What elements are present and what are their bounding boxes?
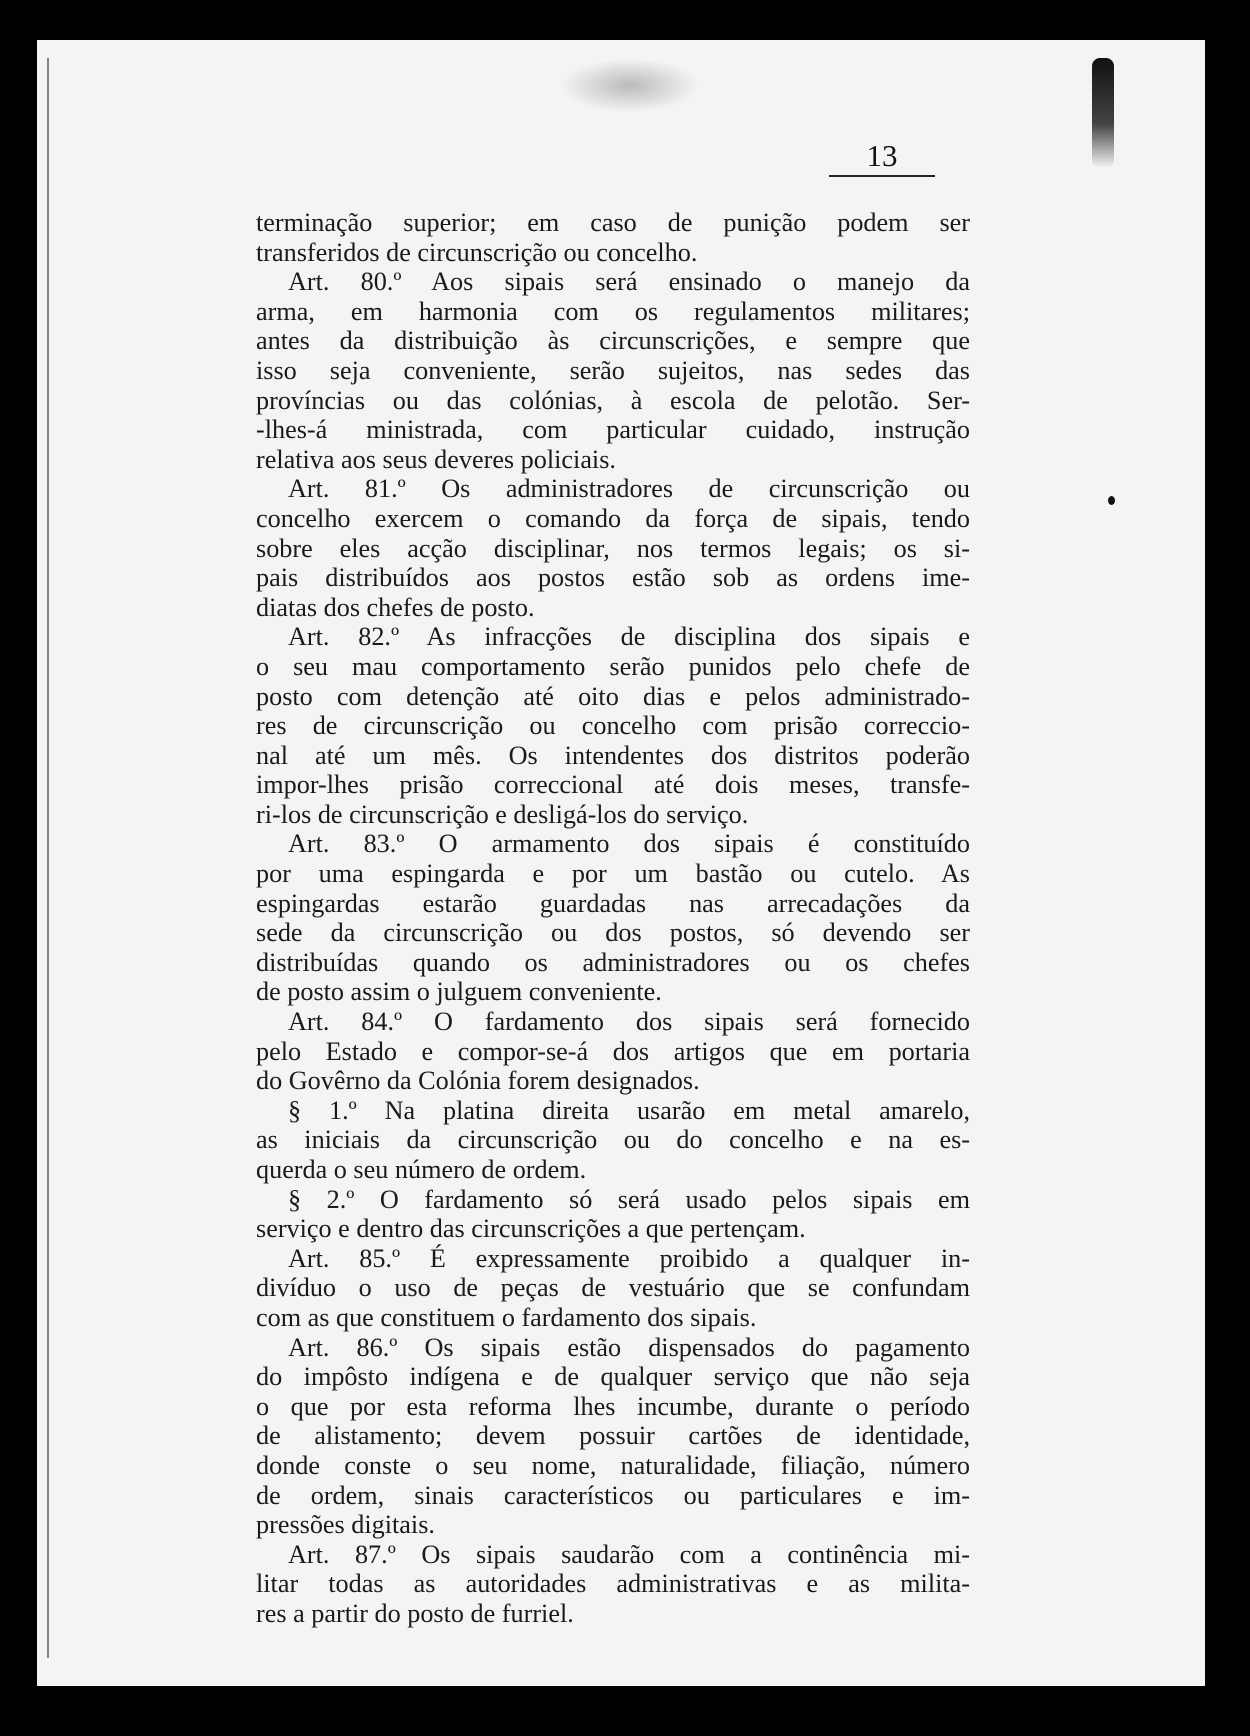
text-line: pelo Estado e compor-se-á dos artigos que em portaria	[256, 1036, 970, 1066]
text-line: do impôsto indígena e de qualquer serviço que não seja	[256, 1362, 970, 1392]
text-line: sobre eles acção disciplinar, nos termos legais; os si-	[256, 533, 970, 563]
text-line: de posto assim o julguem conveniente.	[256, 977, 662, 1007]
text-line: transferidos de circunscrição ou concelho.	[256, 237, 698, 267]
text-line: espingardas estarão guardadas nas arrecadações da	[256, 888, 970, 918]
scan-mark	[1092, 58, 1114, 168]
text-line: § 1.º Na platina direita usarão em metal amarelo,	[288, 1095, 970, 1125]
text-line: concelho exercem o comando da força de sipais, tendo	[256, 503, 970, 533]
text-line: querda o seu número de ordem.	[256, 1155, 587, 1184]
text-line: Art. 81.º Os administradores de circunscrição ou	[288, 474, 970, 504]
text-line: Art. 85.º É expressamente proibido a qualquer in-	[288, 1243, 970, 1273]
ink-speck	[1108, 496, 1115, 505]
body-text	[256, 208, 970, 1629]
text-line: sede da circunscrição ou dos postos, só devendo ser	[256, 918, 970, 948]
text-line: divíduo o uso de peças de vestuário que se confundam	[256, 1273, 970, 1303]
text-line: Art. 87.º Os sipais saudarão com a continência mi-	[288, 1539, 970, 1569]
text-line: as iniciais da circunscrição ou do concelho e na es-	[256, 1125, 970, 1155]
text-line: Art. 82.º As infracções de disciplina dos sipais e	[288, 622, 970, 652]
text-line: res de circunscrição ou concelho com prisão correccio-	[256, 711, 970, 741]
text-line: terminação superior; em caso de punição podem ser	[256, 208, 970, 237]
text-line: res a partir do posto de furriel.	[256, 1598, 574, 1628]
page-number-underline	[829, 175, 935, 177]
text-line: -lhes-á ministrada, com particular cuidado, instrução	[256, 415, 970, 445]
page-number: 13	[866, 138, 898, 173]
text-line: serviço e dentro das circunscrições a que pertençam.	[256, 1214, 806, 1244]
text-line: nal até um mês. Os intendentes dos distritos poderão	[256, 740, 970, 770]
text-line: do Govêrno da Colónia forem designados.	[256, 1066, 700, 1096]
text-line: pressões digitais.	[256, 1510, 435, 1540]
text-line: de alistamento; devem possuir cartões de identidade,	[256, 1421, 970, 1451]
text-line: por uma espingarda e por um bastão ou cutelo. As	[256, 859, 970, 889]
text-line: o seu mau comportamento serão punidos pelo chefe de	[256, 651, 970, 681]
text-line: arma, em harmonia com os regulamentos militares;	[256, 296, 970, 326]
text-line: pais distribuídos aos postos estão sob as ordens ime-	[256, 563, 970, 593]
text-line: ri-los de circunscrição e desligá-los do serviço.	[256, 799, 749, 829]
text-line: Art. 83.º O armamento dos sipais é constituído	[288, 829, 970, 859]
text-line: com as que constituem o fardamento dos sipais.	[256, 1302, 757, 1332]
page-edge-line	[47, 58, 49, 1658]
text-line: distribuídas quando os administradores ou os chefes	[256, 947, 970, 977]
text-line: o que por esta reforma lhes incumbe, durante o período	[256, 1391, 970, 1421]
text-line: litar todas as autoridades administrativas e as milita-	[256, 1569, 970, 1599]
text-line: Art. 84.º O fardamento dos sipais será fornecido	[288, 1007, 970, 1037]
text-line: impor-lhes prisão correccional até dois meses, transfe-	[256, 770, 970, 800]
text-line: diatas dos chefes de posto.	[256, 592, 535, 622]
scan-smudge	[560, 58, 700, 113]
text-line: posto com detenção até oito dias e pelos administrado-	[256, 681, 970, 711]
text-line: isso seja conveniente, serão sujeitos, nas sedes das	[256, 355, 970, 385]
text-line: Art. 80.º Aos sipais será ensinado o manejo da	[288, 267, 970, 297]
text-line: § 2.º O fardamento só será usado pelos sipais em	[288, 1184, 970, 1214]
text-line: antes da distribuição às circunscrições, e sempre que	[256, 326, 970, 356]
text-line: províncias ou das colónias, à escola de pelotão. Ser-	[256, 385, 970, 415]
text-line: donde conste o seu nome, naturalidade, filiação, número	[256, 1450, 970, 1480]
text-line: relativa aos seus deveres policiais.	[256, 444, 616, 474]
text-line: Art. 86.º Os sipais estão dispensados do pagamento	[288, 1332, 970, 1362]
text-line: de ordem, sinais característicos ou particulares e im-	[256, 1480, 970, 1510]
